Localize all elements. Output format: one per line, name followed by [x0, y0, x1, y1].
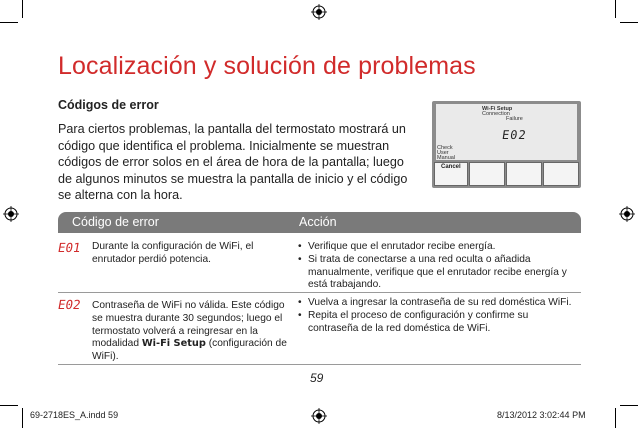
intro-paragraph: Para ciertos problemas, la pantalla del termostato mostrará un código que identifica el problema. Inicialmente se muestran códigos de error solos en el área de hora de la pantalla; luego de algunos minutos se muestra la pantalla de inicio y el código se alterna con la hora. [58, 122, 408, 203]
error-description-text: Contraseña de WiFi no válida. Este código se muestra durante 30 segundos; luego el termostato volverá a reingresar en la modalidad [92, 300, 285, 350]
screen-check: Check [437, 145, 453, 151]
crop-mark [620, 22, 638, 23]
table-header [58, 212, 581, 233]
thermostat-screen [436, 104, 577, 160]
footer-file-info: 69-2718ES_A.indd 59 [30, 410, 119, 420]
action-item: • Vuelva a ingresar la contraseña de su red doméstica WiFi. [298, 297, 581, 310]
action-item: • Repita el proceso de configuración y confirme su contraseña de la red doméstica de WiFi. [298, 310, 581, 336]
crop-mark [620, 405, 638, 406]
error-code: E02 [56, 297, 82, 312]
registration-mark-icon [311, 4, 327, 20]
crop-mark [615, 408, 616, 428]
error-code: E01 [56, 240, 82, 255]
crop-mark [615, 0, 616, 18]
screen-connection: Connection [482, 111, 510, 117]
page-title: Localización y solución de problemas [58, 52, 476, 80]
thermostat-button-3[interactable] [506, 162, 542, 186]
crop-mark [22, 408, 23, 428]
registration-mark-icon [619, 206, 635, 222]
action-list [298, 241, 581, 292]
action-list [298, 297, 581, 335]
cancel-button[interactable] [434, 162, 468, 186]
action-item: • Verifique que el enrutador recibe energía. [298, 241, 581, 254]
screen-failure: Failure [506, 116, 523, 122]
cancel-label: Cancel [441, 164, 461, 170]
error-description: Durante la configuración de WiFi, el enrutador perdió potencia. [92, 241, 254, 265]
section-heading: Códigos de error [58, 98, 159, 112]
registration-mark-icon [311, 408, 327, 424]
crop-mark [0, 405, 18, 406]
screen-header: Wi-Fi Setup [482, 106, 513, 112]
screen-user: User [437, 150, 449, 156]
footer-timestamp: 8/13/2012 3:02:44 PM [497, 410, 586, 420]
crop-mark [22, 0, 23, 18]
page-number: 59 [310, 371, 324, 385]
thermostat-button-2[interactable] [469, 162, 505, 186]
thermostat-button-4[interactable] [543, 162, 579, 186]
action-item: • Si trata de conectarse a una red oculta o añadida manualmente, verifique que el enrutador recibe energía y está trabajando. [298, 254, 581, 292]
row-divider [58, 292, 581, 293]
error-description [92, 300, 292, 364]
screen-manual: Manual [437, 155, 456, 161]
column-header-code: Código de error [72, 215, 159, 229]
registration-mark-icon [3, 206, 19, 222]
error-description-text: (configuración de WiFi). [92, 338, 287, 363]
crop-mark [0, 22, 18, 23]
screen-error-code: E02 [501, 128, 528, 142]
wifi-setup-mode-label: Wi-Fi Setup [141, 338, 206, 350]
row-divider [58, 364, 581, 365]
column-header-action: Acción [299, 215, 337, 229]
